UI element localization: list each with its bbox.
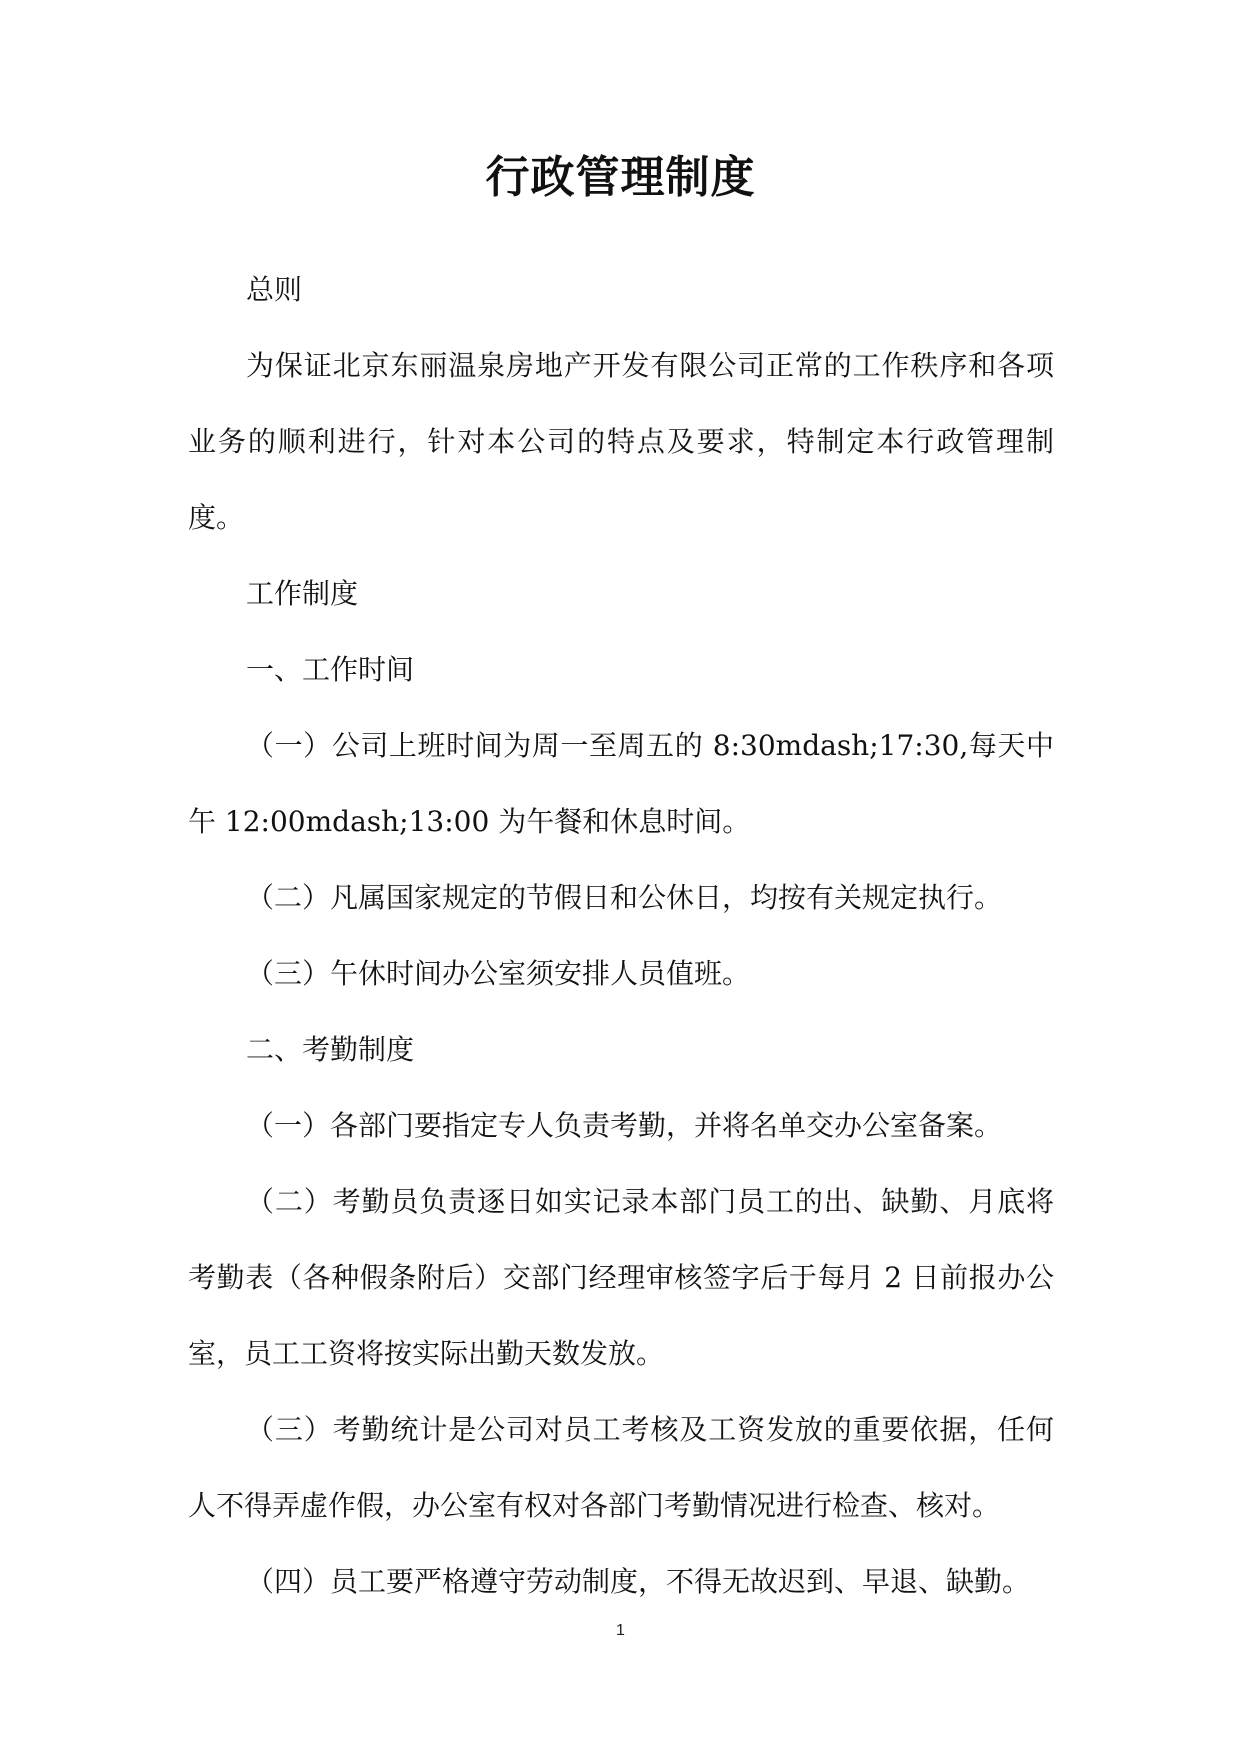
paragraph-working-hours-2: （二）凡属国家规定的节假日和公休日，均按有关规定执行。	[246, 881, 1003, 914]
paragraph-attendance-1: （一）各部门要指定专人负责考勤，并将名单交办公室备案。	[246, 1109, 1003, 1142]
paragraph-attendance-heading: 二、考勤制度	[246, 1033, 415, 1066]
paragraph-attendance-3: （三）考勤统计是公司对员工考核及工资发放的重要依据，任何人不得弄虚作假，办公室有权对各部门考勤情况进行检查、核对。	[188, 1413, 1054, 1522]
paragraph-purpose: 为保证北京东丽温泉房地产开发有限公司正常的工作秩序和各项业务的顺利进行，针对本公司的特点及要求，特制定本行政管理制度。	[188, 349, 1054, 534]
paragraph-working-hours-1: （一）公司上班时间为周一至周五的 8:30mdash;17:30,每天中午 12:00mdash;13:00 为午餐和休息时间。	[188, 729, 1054, 838]
paragraph-attendance-4: （四）员工要严格遵守劳动制度，不得无故迟到、早退、缺勤。	[246, 1565, 1031, 1598]
page-number: 1	[616, 1622, 625, 1639]
document-title: 行政管理制度	[485, 152, 756, 203]
paragraph-working-hours-3: （三）午休时间办公室须安排人员值班。	[246, 957, 751, 990]
paragraph-work-system-heading: 工作制度	[246, 577, 359, 610]
document-body	[188, 252, 1054, 1620]
paragraph-general-principles: 总则	[246, 273, 303, 306]
paragraph-working-hours-heading: 一、工作时间	[246, 653, 415, 686]
paragraph-attendance-2: （二）考勤员负责逐日如实记录本部门员工的出、缺勤、月底将考勤表（各种假条附后）交部门经理审核签字后于每月 2 日前报办公室，员工工资将按实际出勤天数发放。	[188, 1185, 1054, 1370]
